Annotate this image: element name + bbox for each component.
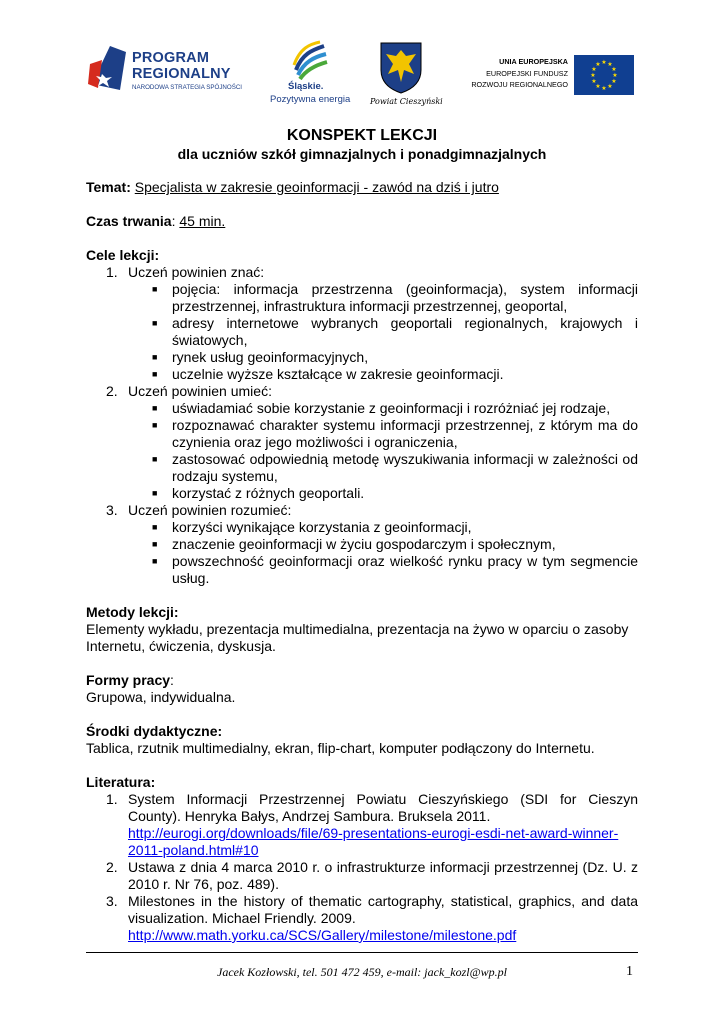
literatura-link[interactable]: http://www.math.yorku.ca/SCS/Gallery/milestone/milestone.pdf bbox=[128, 927, 517, 943]
czas-line bbox=[86, 213, 638, 230]
list-item-text: zastosować odpowiednią metodę wyszukiwania informacji w zależności od rodzaju systemu, bbox=[172, 451, 638, 484]
slaskie-slogan: Pozytywna energia bbox=[270, 94, 351, 105]
literatura-item bbox=[106, 893, 638, 944]
list-item-text: adresy internetowe wybranych geoportali regionalnych, krajowych i światowych, bbox=[172, 315, 638, 348]
srodki-heading: Środki dydaktyczne: bbox=[86, 723, 223, 739]
program-line2: REGIONALNY bbox=[132, 66, 231, 82]
svg-text:★: ★ bbox=[591, 78, 597, 85]
list-item bbox=[152, 417, 638, 451]
list-item bbox=[152, 400, 638, 417]
list-item-text: korzyści wynikające korzystania z geoinformacji, bbox=[172, 519, 472, 535]
bullet-icon: ■ bbox=[152, 488, 158, 498]
literatura-number: 1. bbox=[106, 791, 118, 807]
svg-text:★: ★ bbox=[611, 78, 617, 85]
literatura-entry bbox=[128, 893, 638, 944]
document-title: KONSPEKT LEKCJI bbox=[286, 127, 438, 144]
formy-sep: : bbox=[170, 672, 174, 688]
list-item-text: znaczenie geoinformacji w życiu gospodarczym i społecznym, bbox=[172, 536, 556, 552]
cele-group bbox=[106, 383, 638, 400]
document-body bbox=[86, 179, 638, 944]
list-item-text: rozpoznawać charakter systemu informacji przestrzennej, z którym ma do czynienia oraz jego możliwości i ograniczenia, bbox=[172, 417, 638, 450]
czas-value: 45 min. bbox=[179, 213, 226, 229]
temat-value: Specjalista w zakresie geoinformacji - zawód na dziś i jutro bbox=[134, 179, 499, 195]
svg-text:★: ★ bbox=[601, 59, 607, 66]
svg-text:★: ★ bbox=[595, 83, 601, 90]
coat-of-arms-icon bbox=[378, 40, 424, 94]
list-item bbox=[152, 366, 638, 383]
svg-text:★: ★ bbox=[595, 61, 601, 68]
slaskie-waves-icon bbox=[290, 40, 330, 80]
cele-heading: Cele lekcji: bbox=[86, 247, 160, 263]
footer-divider bbox=[86, 952, 638, 953]
cele-group-number: 2. bbox=[106, 383, 118, 399]
literatura-text: Ustawa z dnia 4 marca 2010 r. o infrastrukturze informacji przestrzennej (Dz. U. z 2010 r. Nr 76, poz. 489). bbox=[128, 859, 638, 892]
list-item bbox=[152, 485, 638, 502]
temat-label: Temat: bbox=[86, 179, 131, 195]
footer-contact: Jacek Kozłowski, tel. 501 472 459, e-mail: jack_kozl@wp.pl bbox=[217, 965, 507, 979]
cele-group-number: 1. bbox=[106, 264, 118, 280]
list-item-text: uświadamiać sobie korzystanie z geoinformacji i rozróżniać jej rodzaje, bbox=[172, 400, 611, 416]
cele-group-title: Uczeń powinien rozumieć: bbox=[128, 502, 292, 518]
svg-text:★: ★ bbox=[612, 72, 618, 79]
literatura-number: 2. bbox=[106, 859, 118, 875]
bullet-icon: ■ bbox=[152, 369, 158, 379]
bullet-icon: ■ bbox=[152, 352, 158, 362]
cele-group-title: Uczeń powinien znać: bbox=[128, 264, 265, 280]
svg-text:★: ★ bbox=[590, 72, 596, 79]
list-item-text: uczelnie wyższe kształcące w zakresie geoinformacji. bbox=[172, 366, 504, 382]
eu-flag-icon bbox=[574, 55, 634, 95]
literatura-heading: Literatura: bbox=[86, 774, 156, 790]
program-line1: PROGRAM bbox=[132, 50, 210, 66]
bullet-icon: ■ bbox=[152, 522, 158, 532]
list-item bbox=[152, 553, 638, 587]
eu-stars-icon bbox=[574, 55, 634, 95]
literatura-entry bbox=[128, 791, 638, 859]
literatura-item bbox=[106, 791, 638, 859]
cele-group bbox=[106, 264, 638, 281]
header-logos bbox=[80, 38, 640, 110]
list-item bbox=[152, 281, 638, 315]
list-item-text: rynek usług geoinformacyjnych, bbox=[172, 349, 369, 365]
cele-group-number: 3. bbox=[106, 502, 118, 518]
svg-text:★: ★ bbox=[611, 66, 617, 73]
czas-label: Czas trwania bbox=[86, 213, 172, 229]
formy-text: Grupowa, indywidualna. bbox=[86, 689, 236, 705]
page-number: 1 bbox=[626, 964, 633, 979]
literatura-text: System Informacji Przestrzennej Powiatu Cieszyńskiego (SDI for Cieszyn County). Henryka Bałys, Andrzej Sambura. Bruksela 2011. bbox=[128, 791, 638, 824]
czas-sep: : bbox=[171, 213, 176, 229]
list-item bbox=[152, 536, 638, 553]
powiat-name: Powiat Cieszyński bbox=[370, 97, 443, 106]
formy-heading: Formy pracy bbox=[86, 672, 171, 688]
bullet-icon: ■ bbox=[152, 318, 158, 328]
temat-line bbox=[86, 179, 638, 196]
slaskie-name: Śląskie. bbox=[288, 81, 324, 92]
list-item-text: powszechność geoinformacji oraz wielkość rynku pracy w tym segmencie usług. bbox=[172, 553, 638, 586]
powiat-cieszynski-logo bbox=[364, 40, 443, 110]
bullet-icon: ■ bbox=[152, 556, 158, 566]
svg-text:★: ★ bbox=[591, 66, 597, 73]
bullet-icon: ■ bbox=[152, 539, 158, 549]
list-item bbox=[152, 519, 638, 536]
srodki-text: Tablica, rzutnik multimedialny, ekran, flip-chart, komputer podłączony do Internetu. bbox=[86, 740, 595, 756]
cele-group-title: Uczeń powinien umieć: bbox=[128, 383, 272, 399]
bullet-icon: ■ bbox=[152, 454, 158, 464]
svg-text:★: ★ bbox=[607, 61, 613, 68]
list-item-text: korzystać z różnych geoportali. bbox=[172, 485, 365, 501]
ue-line3: ROZWOJU REGIONALNEGO bbox=[471, 80, 568, 89]
slaskie-logo bbox=[268, 40, 350, 108]
literatura-number: 3. bbox=[106, 893, 118, 909]
metody-heading: Metody lekcji: bbox=[86, 604, 179, 620]
list-item bbox=[152, 349, 638, 366]
ue-line2: EUROPEJSKI FUNDUSZ bbox=[486, 69, 568, 78]
ue-line1: UNIA EUROPEJSKA bbox=[499, 57, 568, 66]
formy-line bbox=[86, 672, 638, 689]
list-item bbox=[152, 315, 638, 349]
program-regionalny-logo bbox=[88, 44, 258, 96]
literatura-text: Milestones in the history of thematic cartography, statistical, graphics, and data visualization. Michael Friendly. 2009. bbox=[128, 893, 638, 926]
svg-text:★: ★ bbox=[601, 85, 607, 92]
metody-text: Elementy wykładu, prezentacja multimedialna, prezentacja na żywo w oparciu o zasoby Internetu, ćwiczenia, dyskusja. bbox=[86, 621, 629, 654]
literatura-item bbox=[106, 859, 638, 893]
program-line3: NARODOWA STRATEGIA SPÓJNOŚCI bbox=[132, 84, 243, 91]
bullet-icon: ■ bbox=[152, 284, 158, 294]
program-regionalny-emblem-icon bbox=[88, 44, 128, 92]
unia-europejska-logo bbox=[462, 52, 634, 100]
list-item-text: pojęcia: informacja przestrzenna (geoinformacja), system informacji przestrzennej, infrastruktura informacji przestrzennej, geoportal, bbox=[172, 281, 638, 314]
document-subtitle: dla uczniów szkół gimnazjalnych i ponadgimnazjalnych bbox=[177, 146, 547, 162]
list-item bbox=[152, 451, 638, 485]
bullet-icon: ■ bbox=[152, 403, 158, 413]
bullet-icon: ■ bbox=[152, 420, 158, 430]
svg-text:★: ★ bbox=[607, 83, 613, 90]
literatura-link[interactable]: http://eurogi.org/downloads/file/69-presentations-eurogi-esdi-net-award-winner-2011-poland.html#10 bbox=[128, 825, 619, 858]
cele-group bbox=[106, 502, 638, 519]
